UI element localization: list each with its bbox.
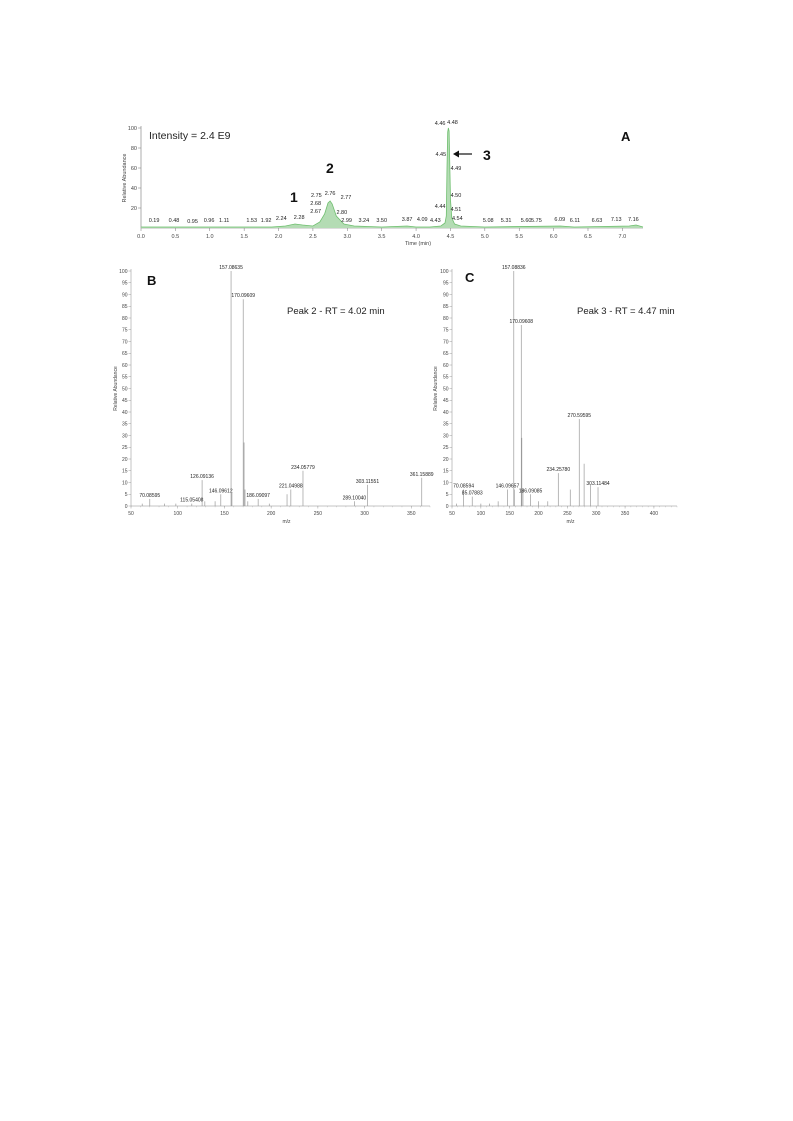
y-tick-label: 100 <box>119 268 128 275</box>
y-tick-label: 5 <box>445 492 449 499</box>
y-tick-label: 20 <box>121 456 128 463</box>
y-tick-label: 45 <box>121 398 128 405</box>
peak-rt-label: 5.75 <box>531 218 542 224</box>
peak-rt-label: 2.99 <box>341 218 352 224</box>
y-tick-label: 0 <box>124 503 128 510</box>
y-tick-label: 30 <box>442 433 449 440</box>
y-tick-label: 10 <box>442 480 449 487</box>
peak-rt-label: 6.11 <box>569 218 581 224</box>
peak-rt-label: 3.50 <box>376 218 388 224</box>
x-tick-label: 100 <box>476 511 486 517</box>
peak-mz-label: 303.11551 <box>355 478 380 485</box>
peak-rt-label: 1.92 <box>260 218 272 224</box>
peak-rt-label: 2.68 <box>310 201 322 207</box>
y-tick-label: 60 <box>442 362 449 369</box>
peak-rt-label: 4.09 <box>416 217 428 223</box>
x-tick-label: 50 <box>449 511 455 517</box>
x-tick-label: 1.5 <box>240 234 248 240</box>
retention-time-note: Peak 3 - RT = 4.47 min <box>577 306 675 317</box>
peak-rt-label: 2.24 <box>275 216 287 222</box>
x-tick-label: 200 <box>534 511 543 517</box>
y-tick-label: 85 <box>121 304 128 311</box>
peak-mz-label: 221.04988 <box>279 483 303 490</box>
x-tick-label: 6.5 <box>584 234 592 240</box>
x-tick-label: 5.5 <box>515 234 524 240</box>
x-tick-label: 1.0 <box>205 234 214 240</box>
y-tick-label: 40 <box>130 186 137 192</box>
panel-label-c: C <box>465 270 475 285</box>
peak-rt-label: 4.45 <box>435 152 447 158</box>
intensity-annotation: Intensity = 2.4 E9 <box>149 130 231 142</box>
peak-rt-label: 0.96 <box>203 218 215 224</box>
peak-mz-label: 186.09097 <box>246 492 270 499</box>
x-tick-label: 200 <box>266 511 276 517</box>
peak-mz-label: 157.08836 <box>501 265 526 271</box>
peak-mz-label: 270.59595 <box>567 413 592 420</box>
y-tick-label: 65 <box>121 351 128 358</box>
y-tick-label: 95 <box>121 280 128 287</box>
peak-mz-label: 186.09085 <box>518 488 543 495</box>
y-tick-label: 25 <box>442 445 449 452</box>
y-tick-label: 75 <box>121 327 128 334</box>
peak-rt-label: 4.43 <box>429 218 441 224</box>
peak-rt-label: 4.54 <box>451 216 463 222</box>
y-tick-label: 85 <box>442 304 449 311</box>
peak-rt-label: 4.49 <box>450 166 462 172</box>
y-tick-label: 100 <box>440 268 449 275</box>
x-tick-label: 350 <box>407 511 416 517</box>
y-tick-label: 20 <box>130 206 137 212</box>
peak-rt-label: 3.87 <box>401 217 413 223</box>
y-tick-label: 55 <box>442 374 449 381</box>
peak-marker-2: 2 <box>326 160 334 176</box>
y-tick-label: 45 <box>442 398 449 405</box>
peak-mz-label: 146.09657 <box>495 483 520 490</box>
y-tick-label: 90 <box>121 292 128 299</box>
x-tick-label: 3.0 <box>343 234 352 240</box>
y-tick-label: 70 <box>121 339 128 346</box>
y-tick-label: 20 <box>442 456 449 463</box>
x-axis-label: Time (min) <box>404 241 432 247</box>
peak-rt-label: 2.75 <box>310 193 322 199</box>
peak-rt-label: 4.48 <box>447 120 458 126</box>
y-tick-label: 15 <box>121 468 128 475</box>
x-tick-label: 400 <box>649 511 659 517</box>
peak-rt-label: 6.09 <box>554 217 566 223</box>
x-tick-label: 250 <box>563 511 572 517</box>
peak-mz-label: 85.07883 <box>461 490 483 497</box>
peak-rt-label: 2.28 <box>293 215 305 221</box>
peak-rt-label: 0.95 <box>187 219 198 225</box>
y-tick-label: 65 <box>442 351 449 358</box>
peak-marker-3: 3 <box>483 147 491 163</box>
x-axis-label: m/z <box>282 519 291 525</box>
y-tick-label: 35 <box>442 421 449 428</box>
x-tick-label: 6.0 <box>549 234 558 240</box>
peak-mz-label: 361.15889 <box>409 471 434 478</box>
y-axis-label: Relative Abundance <box>113 366 119 411</box>
y-tick-label: 60 <box>130 166 137 172</box>
peak-mz-label: 115.05408 <box>180 497 204 504</box>
peak-mz-label: 303.11484 <box>586 481 610 488</box>
x-tick-label: 50 <box>128 511 134 517</box>
y-axis-label: Relative Abundance <box>433 366 439 411</box>
y-tick-label: 40 <box>121 409 128 416</box>
x-tick-label: 250 <box>313 511 323 517</box>
x-tick-label: 100 <box>173 511 182 517</box>
peak-rt-label: 0.19 <box>148 218 160 224</box>
peak-mz-label: 157.08635 <box>219 265 243 271</box>
y-tick-label: 40 <box>442 409 449 416</box>
retention-time-note: Peak 2 - RT = 4.02 min <box>287 306 385 317</box>
x-tick-label: 4.5 <box>446 234 455 240</box>
peak-mz-label: 170.09609 <box>231 293 256 300</box>
x-tick-label: 300 <box>360 511 369 517</box>
x-tick-label: 150 <box>220 511 229 517</box>
peak-rt-label: 2.77 <box>340 195 352 201</box>
peak-mz-label: 126.09136 <box>190 474 214 481</box>
y-tick-label: 100 <box>127 126 137 132</box>
peak-mz-label: 234.05779 <box>291 464 315 471</box>
peak-rt-label: 4.46 <box>434 121 446 127</box>
y-tick-label: 55 <box>121 374 128 381</box>
peak-rt-label: 6.63 <box>591 218 603 224</box>
peak-mz-label: 146.09612 <box>208 488 233 495</box>
panel-label-b: B <box>147 273 157 288</box>
peak-rt-label: 1.53 <box>246 218 258 224</box>
peak-rt-label: 3.24 <box>358 218 370 224</box>
y-tick-label: 30 <box>121 433 128 440</box>
x-tick-label: 4.0 <box>412 234 420 240</box>
peak-rt-label: 2.67 <box>310 209 322 215</box>
x-tick-label: 2.5 <box>309 234 317 240</box>
y-tick-label: 0 <box>445 503 449 510</box>
x-tick-label: 300 <box>592 511 601 517</box>
peak-rt-label: 7.16 <box>628 217 639 223</box>
x-tick-label: 150 <box>505 511 514 517</box>
y-tick-label: 60 <box>121 362 128 369</box>
y-tick-label: 35 <box>121 421 128 428</box>
peak-rt-label: 5.60 <box>520 218 532 224</box>
peak-mz-label: 70.08595 <box>139 492 161 499</box>
y-tick-label: 50 <box>121 386 128 393</box>
y-tick-label: 50 <box>442 386 449 393</box>
peak-rt-label: 2.76 <box>324 191 336 197</box>
y-tick-label: 80 <box>442 315 449 322</box>
y-tick-label: 25 <box>121 445 128 452</box>
peak-rt-label: 5.31 <box>500 218 512 224</box>
y-tick-label: 80 <box>130 146 137 152</box>
x-tick-label: 0.5 <box>171 234 180 240</box>
peak-mz-label: 70.08594 <box>453 483 475 490</box>
y-tick-label: 15 <box>442 468 449 475</box>
x-axis-label: m/z <box>566 519 575 525</box>
peak-rt-label: 4.44 <box>434 204 446 210</box>
peak-marker-1: 1 <box>290 189 298 205</box>
peak-rt-label: 2.80 <box>336 210 348 216</box>
peak-rt-label: 1.11 <box>219 218 230 224</box>
y-tick-label: 75 <box>442 327 449 334</box>
x-tick-label: 2.0 <box>274 234 283 240</box>
y-axis-label: Relative Abundance <box>122 153 128 203</box>
x-tick-label: 5.0 <box>481 234 489 240</box>
y-tick-label: 10 <box>121 480 128 487</box>
peak-rt-label: 5.08 <box>482 218 494 224</box>
y-tick-label: 90 <box>442 292 449 299</box>
y-tick-label: 70 <box>442 339 449 346</box>
peak-mz-label: 234.25780 <box>546 467 571 474</box>
x-tick-label: 7.0 <box>618 234 627 240</box>
peak-rt-label: 7.13 <box>610 217 622 223</box>
y-tick-label: 5 <box>124 492 128 499</box>
x-tick-label: 350 <box>620 511 630 517</box>
x-tick-label: 3.5 <box>377 234 386 240</box>
peak-rt-label: 4.51 <box>450 207 462 213</box>
peak-mz-label: 170.09608 <box>509 319 534 326</box>
y-tick-label: 95 <box>442 280 449 287</box>
x-tick-label: 0.0 <box>137 234 145 240</box>
y-tick-label: 80 <box>121 315 128 322</box>
peak-rt-label: 0.48 <box>168 218 180 224</box>
panel-label-a: A <box>621 129 631 144</box>
peak-rt-label: 4.50 <box>450 193 462 199</box>
peak-mz-label: 289.10040 <box>342 495 367 502</box>
